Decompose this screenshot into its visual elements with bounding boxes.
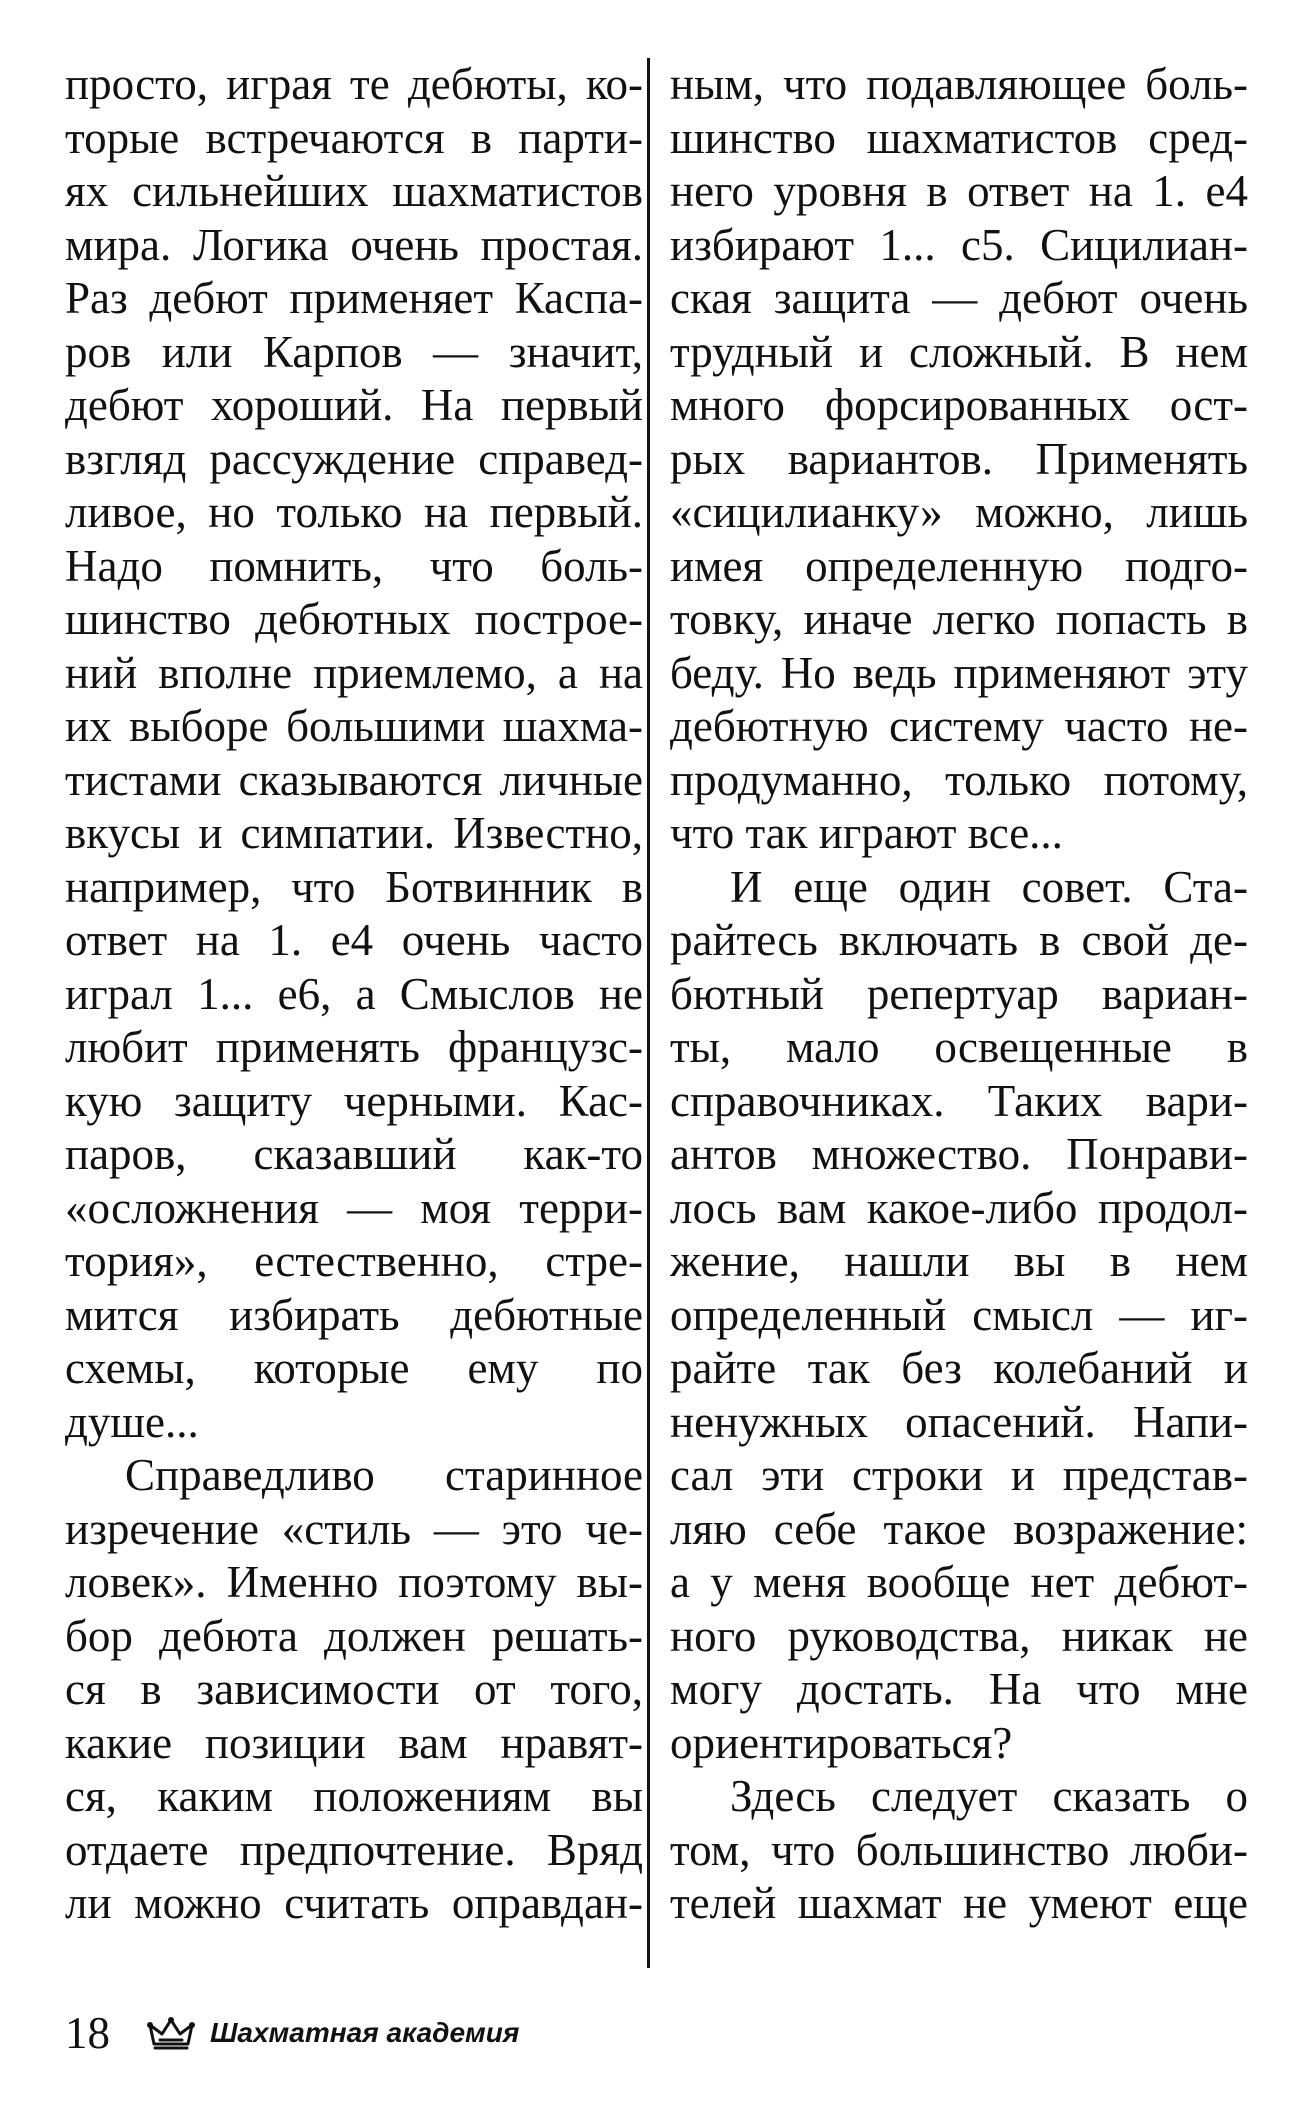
text-line: а у меня вообще нет дебют-: [670, 1557, 1248, 1607]
text-line: рых вариантов. Применять: [670, 433, 1248, 484]
text-line: Справедливо старинное: [125, 1450, 643, 1500]
text-line: «осложнения — моя терри-: [65, 1182, 643, 1233]
text-line: любит применять французс-: [65, 1022, 643, 1072]
text-line: ли можно считать оправдан-: [65, 1878, 643, 1928]
text-line: какие позиции вам нравят-: [65, 1717, 643, 1768]
text-line: определенный смысл — иг-: [670, 1289, 1248, 1340]
text-line: играл 1... е6, а Смыслов не: [65, 968, 643, 1019]
left-text-column: [65, 58, 643, 1931]
text-line: дебют хороший. На первый: [65, 380, 643, 430]
text-line: душе...: [65, 1396, 199, 1447]
text-line: мится избирать дебютные: [65, 1289, 643, 1340]
text-line: ненужных опасений. Напи-: [670, 1396, 1248, 1447]
text-line: ская защита — дебют очень: [670, 273, 1248, 323]
text-line: взгляд рассуждение справед-: [65, 433, 643, 484]
text-line: ловек». Именно поэтому вы-: [65, 1557, 643, 1607]
text-line: антов множество. Понрави-: [670, 1129, 1248, 1179]
text-line: Раз дебют применяет Каспа-: [65, 273, 643, 323]
text-line: дебютную систему часто не-: [670, 701, 1248, 751]
text-line: товку, иначе легко попасть в: [670, 594, 1248, 644]
text-line: паров, сказавший как-то: [65, 1129, 643, 1179]
text-line: ляю себе такое возражение:: [670, 1503, 1248, 1554]
text-line: отдаете предпочтение. Вряд: [65, 1824, 643, 1875]
text-line: райтесь включать в свой де-: [670, 915, 1248, 965]
text-line: их выборе большими шахма-: [65, 701, 643, 751]
text-line: том, что большинство люби-: [670, 1824, 1248, 1875]
text-line: ях сильнейших шахматистов: [65, 166, 643, 216]
text-line: тория», естественно, стре-: [65, 1236, 643, 1286]
text-line: тистами сказываются личные: [65, 754, 643, 805]
text-line: ний вполне приемлемо, а на: [65, 647, 643, 698]
text-line: бютный репертуар вариан-: [670, 968, 1248, 1019]
text-line: него уровня в ответ на 1. е4: [670, 166, 1248, 216]
text-line: ориентироваться?: [670, 1717, 1013, 1768]
text-line: ся в зависимости от того,: [65, 1664, 643, 1714]
chess-crown-icon: [146, 2013, 196, 2053]
series-title: Шахматная академия: [210, 2017, 520, 2048]
text-line: ным, что подавляющее боль-: [670, 59, 1248, 109]
right-text-column: [670, 58, 1248, 1931]
text-line: Надо помнить, что боль-: [65, 540, 643, 591]
text-line: шинство дебютных построе-: [65, 594, 643, 644]
text-line: имея определенную подго-: [670, 540, 1248, 591]
text-line: схемы, которые ему по: [65, 1343, 643, 1393]
text-line: вкусы и симпатии. Известно,: [65, 808, 643, 858]
text-line: справочниках. Таких вари-: [670, 1075, 1248, 1126]
text-line: «сицилианку» можно, лишь: [670, 487, 1248, 537]
text-line: могу достать. На что мне: [670, 1664, 1248, 1714]
text-line: жение, нашли вы в нем: [670, 1236, 1248, 1286]
text-line: Здесь следует сказать о: [730, 1771, 1248, 1821]
column-divider: [647, 58, 650, 1968]
text-line: торые встречаются в парти-: [65, 112, 643, 163]
text-line: лось вам какое-либо продол-: [670, 1182, 1248, 1233]
text-line: избирают 1... с5. Сицилиан-: [670, 219, 1248, 270]
page-number: 18: [65, 2008, 110, 2058]
text-line: что так играют все...: [670, 808, 1063, 858]
text-line: например, что Ботвинник в: [65, 861, 643, 912]
text-line: ливое, но только на первый.: [65, 487, 643, 537]
text-line: продуманно, только потому,: [670, 754, 1248, 805]
text-line: кую защиту черными. Кас-: [65, 1075, 643, 1126]
text-line: изречение «стиль — это че-: [65, 1503, 643, 1554]
page-footer: [65, 2005, 519, 2061]
text-line: много форсированных ост-: [670, 380, 1248, 430]
text-line: ты, мало освещенные в: [670, 1022, 1248, 1072]
text-line: сал эти строки и представ-: [670, 1450, 1248, 1500]
text-line: просто, играя те дебюты, ко-: [65, 59, 643, 109]
text-line: ров или Карпов — значит,: [65, 326, 643, 377]
text-line: ответ на 1. е4 очень часто: [65, 915, 643, 965]
text-line: И еще один совет. Ста-: [730, 861, 1248, 912]
text-line: шинство шахматистов сред-: [670, 112, 1248, 163]
text-line: бор дебюта должен решать-: [65, 1610, 643, 1661]
text-line: ного руководства, никак не: [670, 1610, 1248, 1661]
text-line: беду. Но ведь применяют эту: [670, 647, 1248, 698]
text-line: ся, каким положениям вы: [65, 1771, 643, 1821]
text-line: трудный и сложный. В нем: [670, 326, 1248, 377]
text-line: мира. Логика очень простая.: [65, 219, 643, 270]
text-line: райте так без колебаний и: [670, 1343, 1248, 1393]
text-line: телей шахмат не умеют еще: [670, 1878, 1248, 1928]
